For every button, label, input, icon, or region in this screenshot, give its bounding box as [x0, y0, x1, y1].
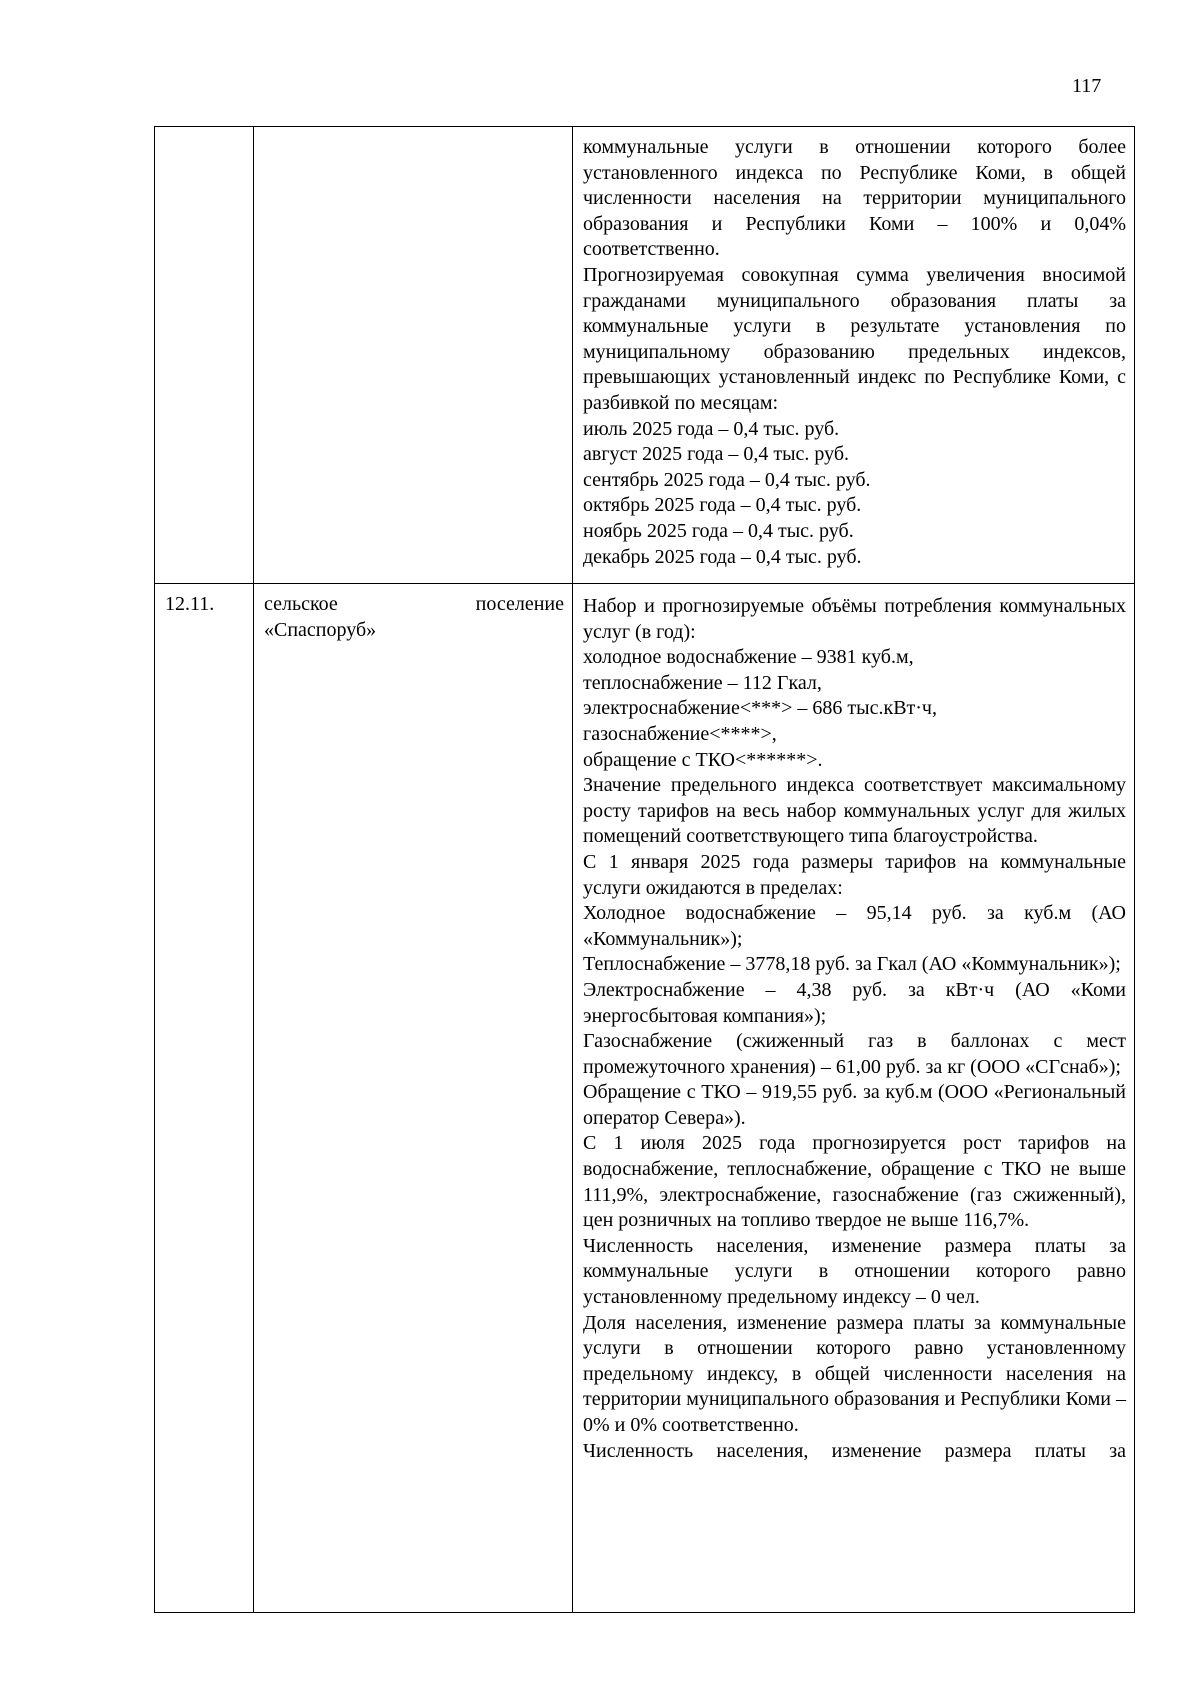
volume-item: электроснабжение<***> – 686 тыс.кВт·ч,	[583, 697, 937, 720]
description-cell	[573, 127, 1135, 584]
month-item: сентябрь 2025 года – 0,4 тыс. руб.	[583, 468, 871, 491]
row-number-cell: 12.11.	[155, 584, 254, 1613]
month-item: октябрь 2025 года – 0,4 тыс. руб.	[583, 494, 862, 517]
paragraph: С 1 января 2025 года размеры тарифов на коммунальные услуги ожидаются в пределах:	[583, 850, 1126, 899]
month-item: ноябрь 2025 года – 0,4 тыс. руб.	[583, 519, 854, 542]
row-number-cell	[155, 127, 254, 584]
month-item: июль 2025 года – 0,4 тыс. руб.	[583, 417, 840, 440]
volume-item: газоснабжение<****>,	[583, 722, 777, 745]
paragraph: Прогнозируемая совокупная сумма увеличения вносимой гражданами муниципального образования платы за коммунальные услуги в результате установления по муниципальному образованию предельных индексов, превышающих установленный индекс по Республике Коми, с разбивкой по месяцам:	[583, 263, 1126, 414]
municipality-name: «Спаспоруб»	[264, 618, 377, 641]
paragraph: Электроснабжение – 4,38 руб. за кВт·ч (АО «Коми энергосбытовая компания»);	[583, 978, 1126, 1027]
page-number: 117	[1072, 75, 1102, 97]
paragraph: Численность населения, изменение размера платы за	[583, 1439, 1126, 1462]
tariff-table	[154, 126, 1135, 1613]
description-cell	[573, 584, 1135, 1613]
paragraph: С 1 июля 2025 года прогнозируется рост тарифов на водоснабжение, теплоснабжение, обращение с ТКО не выше 111,9%, электроснабжение, газоснабжение (газ сжиженный), цен розничных на топливо твердое не выше 116,7%.	[583, 1132, 1126, 1232]
volume-item: холодное водоснабжение – 9381 куб.м,	[583, 646, 914, 669]
paragraph: Холодное водоснабжение – 95,14 руб. за куб.м (АО «Коммунальник»);	[583, 902, 1126, 950]
municipality-name-cell	[254, 584, 573, 1613]
month-item: август 2025 года – 0,4 тыс. руб.	[583, 443, 850, 466]
paragraph: Значение предельного индекса соответствует максимальному росту тарифов на весь набор коммунальных услуг для жилых помещений соответствующего типа благоустройства.	[583, 774, 1126, 848]
paragraph: Доля населения, изменение размера платы за коммунальные услуги в отношении которого равно установленному предельному индексу, в общей численности населения на территории муниципального образования и Республики Коми – 0% и 0% соответственно.	[583, 1311, 1126, 1436]
month-item: декабрь 2025 года – 0,4 тыс. руб.	[583, 545, 862, 568]
paragraph: коммунальные услуги в отношении которого более установленного индекса по Республике Коми, в общей численности населения на территории муниципального образования и Республики Коми – 100% и 0,04% соответственно.	[583, 136, 1126, 261]
paragraph: Теплоснабжение – 3778,18 руб. за Гкал (АО «Коммунальник»);	[583, 953, 1121, 976]
paragraph: Газоснабжение (сжиженный газ в баллонах с мест промежуточного хранения) – 61,00 руб. за кг (ООО «СГснаб»);	[583, 1030, 1126, 1078]
table-row	[155, 127, 1135, 584]
volume-item: теплоснабжение – 112 Гкал,	[583, 671, 822, 694]
table-row	[155, 584, 1135, 1613]
municipality-name-cell	[254, 127, 573, 584]
volume-item: обращение с ТКО<******>.	[583, 748, 823, 771]
paragraph: Набор и прогнозируемые объёмы потребления коммунальных услуг (в год):	[583, 595, 1126, 643]
paragraph: Численность населения, изменение размера платы за коммунальные услуги в отношении которого равно установленному предельному индексу – 0 чел.	[583, 1234, 1126, 1309]
municipality-type: сельское поселение	[264, 593, 564, 615]
paragraph: Обращение с ТКО – 919,55 руб. за куб.м (ООО «Региональный оператор Севера»).	[583, 1081, 1126, 1129]
